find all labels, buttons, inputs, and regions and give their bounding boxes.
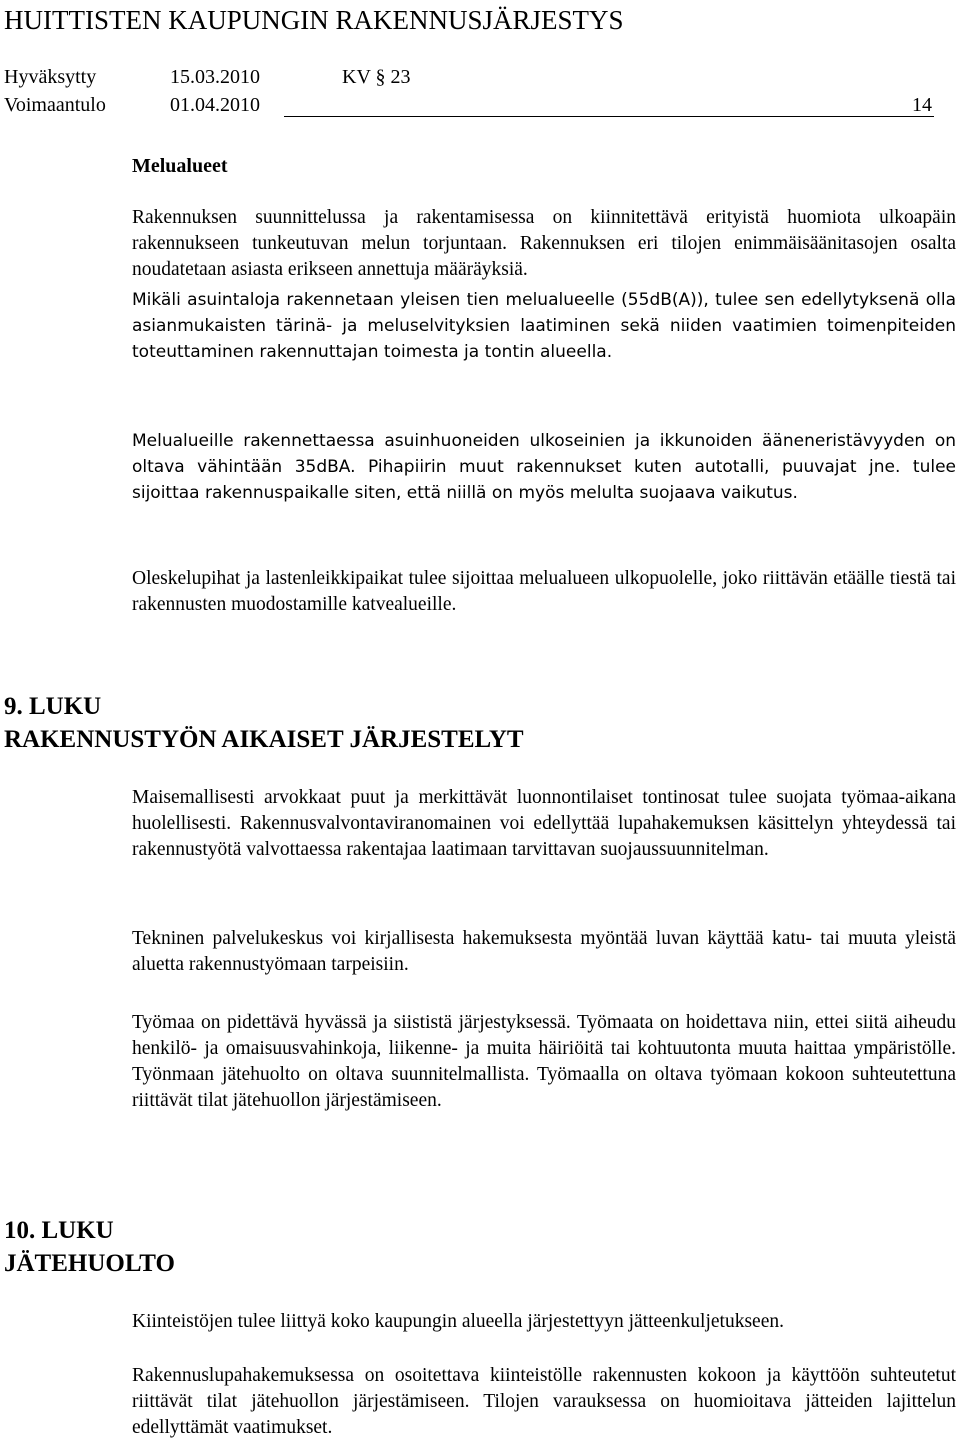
chapter-10-paragraph-2: Rakennuslupahakemuksessa on osoitettava kiinteistölle rakennusten kokoon ja käyttöön suhteutetut riittävät tilat jätehuollon järjestämiseen. Tilojen varauksessa on huomioitava jätteiden lajittelun edellyttämät vaatimukset. — [132, 1365, 956, 1438]
melualueet-paragraph-2: Mikäli asuintaloja rakennetaan yleisen tien melualueelle (55dB(A)), tulee sen edellytyksenä olla asianmukaisten tärinä- ja meluselvityksien laatiminen sekä niiden vaatimien toimenpiteiden toteuttaminen rakennuttajan toimesta ja tontin alueella. — [132, 290, 956, 362]
chapter-9-title: RAKENNUSTYÖN AIKAISET JÄRJESTELYT — [4, 726, 524, 753]
chapter-10-paragraph-1: Kiinteistöjen tulee liittyä koko kaupungin alueella järjestettyyn jätteenkuljetukseen. — [132, 1311, 784, 1332]
effective-date: 01.04.2010 — [170, 94, 260, 116]
chapter-10-number: 10. LUKU — [4, 1217, 114, 1244]
chapter-10-title: JÄTEHUOLTO — [4, 1250, 175, 1277]
melualueet-paragraph-4: Oleskelupihat ja lastenleikkipaikat tulee sijoittaa melualueen ulkopuolelle, joko riittävän etäälle tiestä tai rakennusten muodostamille katvealueille. — [132, 568, 956, 615]
chapter-9-paragraph-3: Työmaa on pidettävä hyvässä ja siististä järjestyksessä. Työmaata on hoidettava niin, ettei siitä aiheudu henkilö- ja omaisuusvahinkoja, liikenne- ja muita häiriöitä tai kohtuutonta muuta haittaa ympäristölle. Työnmaan jätehuolto on oltava suunnitelmallista. Työmaalla on oltava työmaan kokoon suhteutettuna riittävät tilat jätehuollon järjestämiseen. — [132, 1012, 956, 1111]
approved-label: Hyväksytty — [4, 66, 97, 88]
page-number: 14 — [912, 94, 932, 116]
melualueet-paragraph-3: Melualueille rakennettaessa asuinhuoneiden ulkoseinien ja ikkunoiden ääneneristävyyden on oltava vähintään 35dBA. Pihapiirin muut rakennukset kuten autotalli, puuvajat jne. tulee sijoittaa rakennuspaikalle siten, että niillä on myös melulta suojaava vaikutus. — [132, 431, 956, 503]
approved-kv-reference: KV § 23 — [342, 66, 411, 88]
chapter-9-paragraph-1: Maisemallisesti arvokkaat puut ja merkittävät luonnontilaiset tontinosat tulee suojata työmaa-aikana huolellisesti. Rakennusvalvontaviranomainen voi edellyttää lupahakemuksen käsittelyn yhteydessä tai rakennustyötä valvottaessa rakentajaa laatimaan tarvittavan suojaussuunnitelman. — [132, 787, 956, 860]
chapter-9-paragraph-2: Tekninen palvelukeskus voi kirjallisesta hakemuksesta myöntää luvan käyttää katu- tai muuta yleistä aluetta rakennustyömaan tarpeisiin. — [132, 928, 956, 975]
document-title: HUITTISTEN KAUPUNGIN RAKENNUSJÄRJESTYS — [4, 5, 624, 35]
approved-date: 15.03.2010 — [170, 66, 260, 88]
section-heading-melualueet: Melualueet — [132, 155, 228, 177]
effective-label: Voimaantulo — [4, 94, 106, 116]
header-rule — [284, 116, 934, 117]
melualueet-paragraph-1: Rakennuksen suunnittelussa ja rakentamisessa on kiinnitettävä erityistä huomiota ulkoapäin rakennukseen tunkeutuvan melun torjuntaan. Rakennuksen eri tilojen enimmäisäänitasojen osalta noudatetaan asiasta erikseen annettuja määräyksiä. — [132, 207, 956, 280]
chapter-9-number: 9. LUKU — [4, 693, 102, 720]
